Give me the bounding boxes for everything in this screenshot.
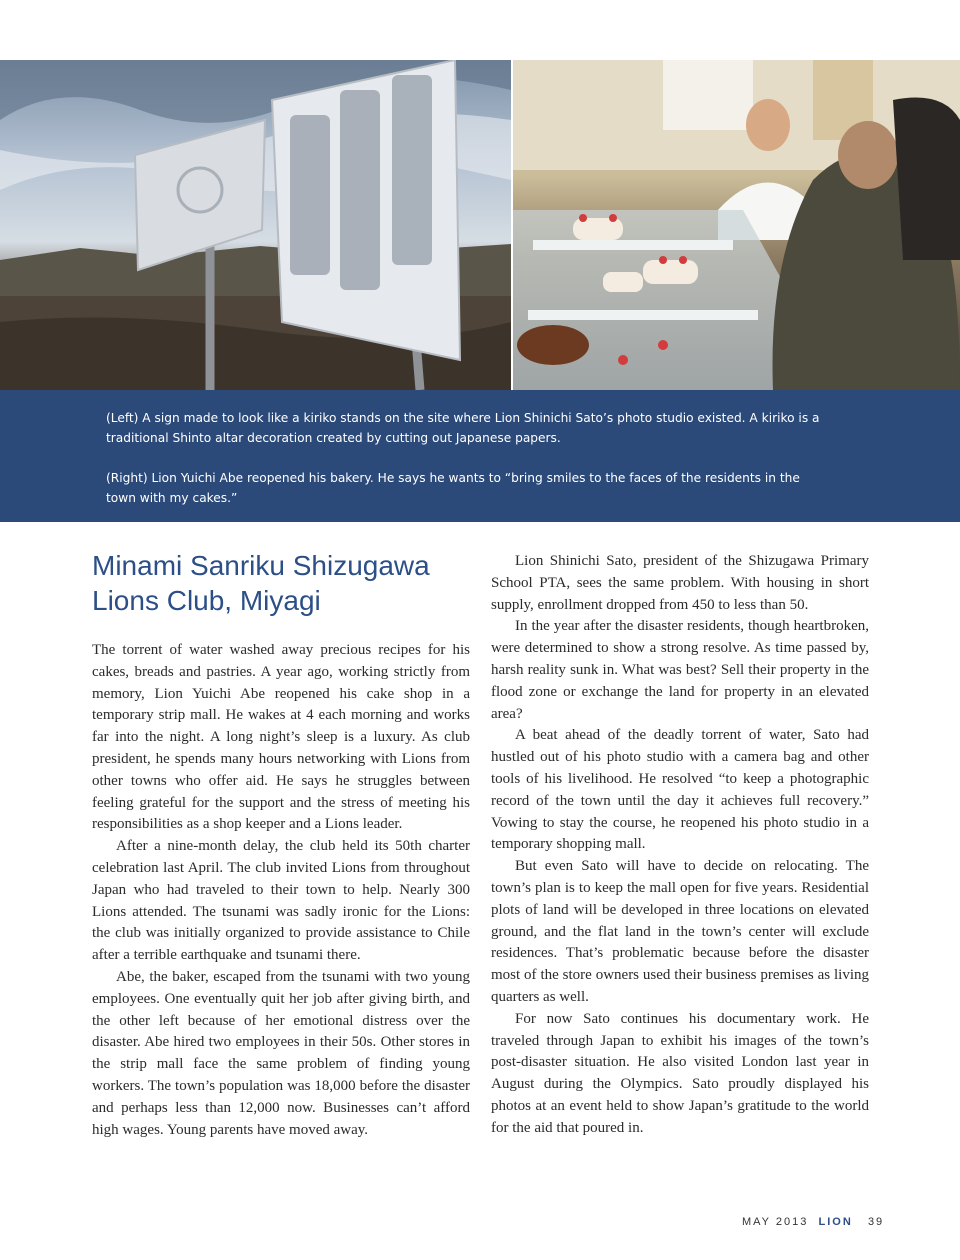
- caption-left: (Left) A sign made to look like a kiriko stands on the site where Lion Shinichi Sato’s photo studio existed. A kiriko is a traditional Shinto altar decoration created by cutting out Japanese papers.: [106, 411, 820, 445]
- caption-band: [0, 390, 960, 522]
- paragraph: Lion Shinichi Sato, president of the Shizugawa Primary School PTA, sees the same problem. With housing in short supply, enrollment dropped from 450 to less than 50.: [491, 553, 869, 613]
- page-footer: [742, 1216, 884, 1228]
- article-title: Minami Sanriku Shizugawa Lions Club, Miyagi: [92, 550, 430, 616]
- kiriko-sign-illustration: [0, 60, 511, 390]
- page-number: 39: [867, 1216, 885, 1228]
- paragraph: Abe, the baker, escaped from the tsunami with two young employees. One eventually quit her job after giving birth, and the other left because of her emotional distress over the disaster. Abe hired two employees in their 50s. Other stores in the strip mall face the same problem of finding young workers. The town’s population was 18,000 before the disaster and perhaps less than 12,000 now. Businesses can’t afford high wages. Young parents have moved away.: [92, 968, 470, 1138]
- paragraph: But even Sato will have to decide on relocating. The town’s plan is to keep the mall open for five years. Residential plots of land will be developed in three locations on elevated ground, and the flat land in the town’s center will exclude residences. That’s problematic because before the disaster most of the store owners used their business premises as living quarters as well.: [491, 858, 869, 1005]
- issue-date: MAY 2013: [742, 1216, 809, 1228]
- magazine-name: LION: [818, 1216, 853, 1228]
- paragraph: For now Sato continues his documentary work. He traveled through Japan to exhibit his images of the town’s post-disaster situation. He also visited London last year in August during the Olympics. Sato proudly displayed his photos at an event held to show Japan’s gratitude to the world for the aid that poured in.: [491, 1010, 869, 1136]
- paragraph: The torrent of water washed away precious recipes for his cakes, breads and pastries. A year ago, working strictly from memory, Lion Yuichi Abe reopened his cake shop in a temporary strip mall. He wakes at 4 each morning and works far into the night. A long night’s sleep is a luxury. As club president, he spends many hours networking with Lions from other towns who offer aid. He says he struggles between feeling grateful for the support and the stress of meeting his responsibilities as a shop keeper and a Lions leader.: [92, 642, 470, 833]
- caption-right: (Right) Lion Yuichi Abe reopened his bakery. He says he wants to “bring smiles to the faces of the residents in the town with my cakes.”: [106, 471, 800, 505]
- paragraph: After a nine-month delay, the club held its 50th charter celebration last April. The club invited Lions from throughout Japan who had traveled to their town to help. Nearly 300 Lions attended. The tsunami was sadly ironic for the Lions: the club was initially organized to provide assistance to Chile after a terrible earthquake and tsunami there.: [92, 838, 470, 964]
- bakery-illustration: [513, 60, 960, 390]
- paragraph: A beat ahead of the deadly torrent of water, Sato had hustled out of his photo studio with a camera bag and other tools of his livelihood. He resolved “to keep a photographic record of the town until the day it achieves full recovery.” Vowing to stay the course, he reopened his photo studio in a temporary shopping mall.: [491, 727, 869, 853]
- bakery-photo: [513, 60, 960, 390]
- article-column-right: [491, 551, 869, 1140]
- photo-strip: [0, 60, 960, 390]
- article-column-left: [92, 640, 470, 1141]
- kiriko-sign-photo: [0, 60, 511, 390]
- paragraph: In the year after the disaster residents, though heartbroken, were determined to show a strong resolve. As time passed by, harsh reality sunk in. What was best? Sell their property in the flood zone or exchange the land for property in an elevated area?: [491, 618, 869, 722]
